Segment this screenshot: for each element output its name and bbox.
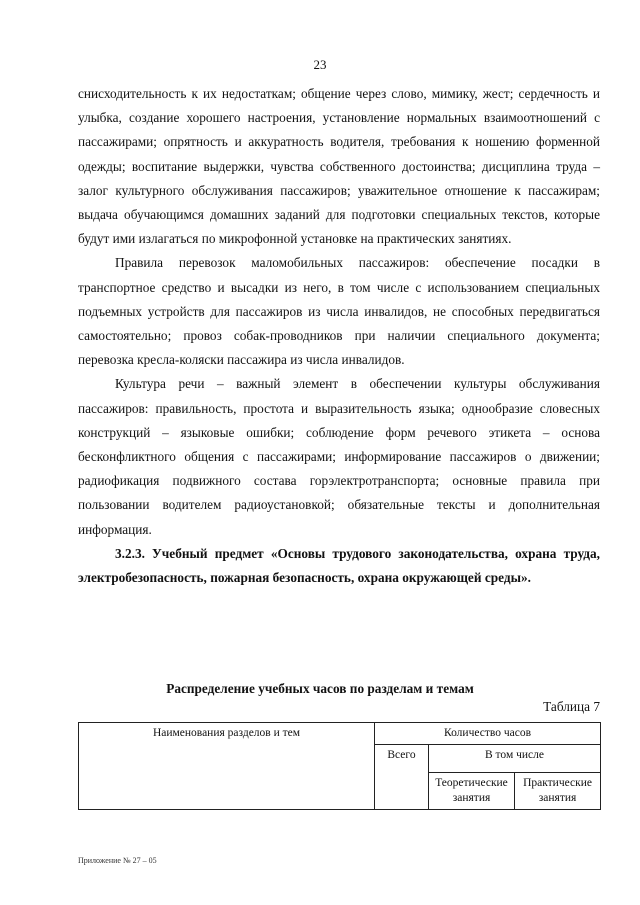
header-hours: Количество часов	[375, 723, 601, 745]
paragraph-2: Правила перевозок маломобильных пассажиров: обеспечение посадки в транспортное средство и высадки из него, в том числе с использованием специальных подъемных устройств для пассажиров из числа инвалидов, не способных передвигаться самостоятельно; провоз собак-проводников при наличии специального документа; перевозка кресла-коляски пассажира из числа инвалидов.	[78, 255, 600, 368]
header-theory: Теоретические занятия	[429, 773, 515, 810]
paragraph-3: Культура речи – важный элемент в обеспечении культуры обслуживания пассажиров: правильность, простота и выразительность языка; однообразие словесных конструкций – языковые ошибки; соблюдение форм речевого этикета – основа бесконфликтного общения с пассажирами; информирование пассажиров о движении; радиофикация подвижного состава горэлектротранспорта; основные правила при пользовании водителем радиоустановкой; обязательные тексты и дополнительная информация.	[78, 376, 600, 537]
document-body	[78, 82, 600, 590]
section-heading: 3.2.3. Учебный предмет «Основы трудового законодательства, охрана труда, электробезопасность, пожарная безопасность, охрана окружающей среды».	[78, 545, 600, 586]
header-sections: Наименования разделов и тем	[79, 723, 375, 810]
header-total: Всего	[375, 745, 429, 810]
hours-table	[78, 722, 601, 810]
table-label: Таблица 7	[543, 699, 600, 714]
header-practice: Практические занятия	[515, 773, 601, 810]
footer-note: Приложение № 27 – 05	[78, 856, 157, 865]
table-header-row	[79, 723, 601, 745]
header-including: В том числе	[429, 745, 601, 773]
table-title: Распределение учебных часов по разделам и темам	[166, 681, 474, 696]
paragraph-1: снисходительность к их недостаткам; общение через слово, мимику, жест; сердечность и улыбка, создание хорошего настроения, установление нормальных взаимоотношений с пассажирами; опрятность и аккуратность водителя, требования к ношению форменной одежды; воспитание выдержки, чувства собственного достоинства; дисциплина труда – залог культурного обслуживания пассажиров; уважительное отношение к пассажирам; выдача обучающимся домашних заданий для подготовки специальных текстов, которые будут ими излагаться по микрофонной установке на практических занятиях.	[78, 86, 600, 247]
page-number: 23	[313, 57, 327, 72]
